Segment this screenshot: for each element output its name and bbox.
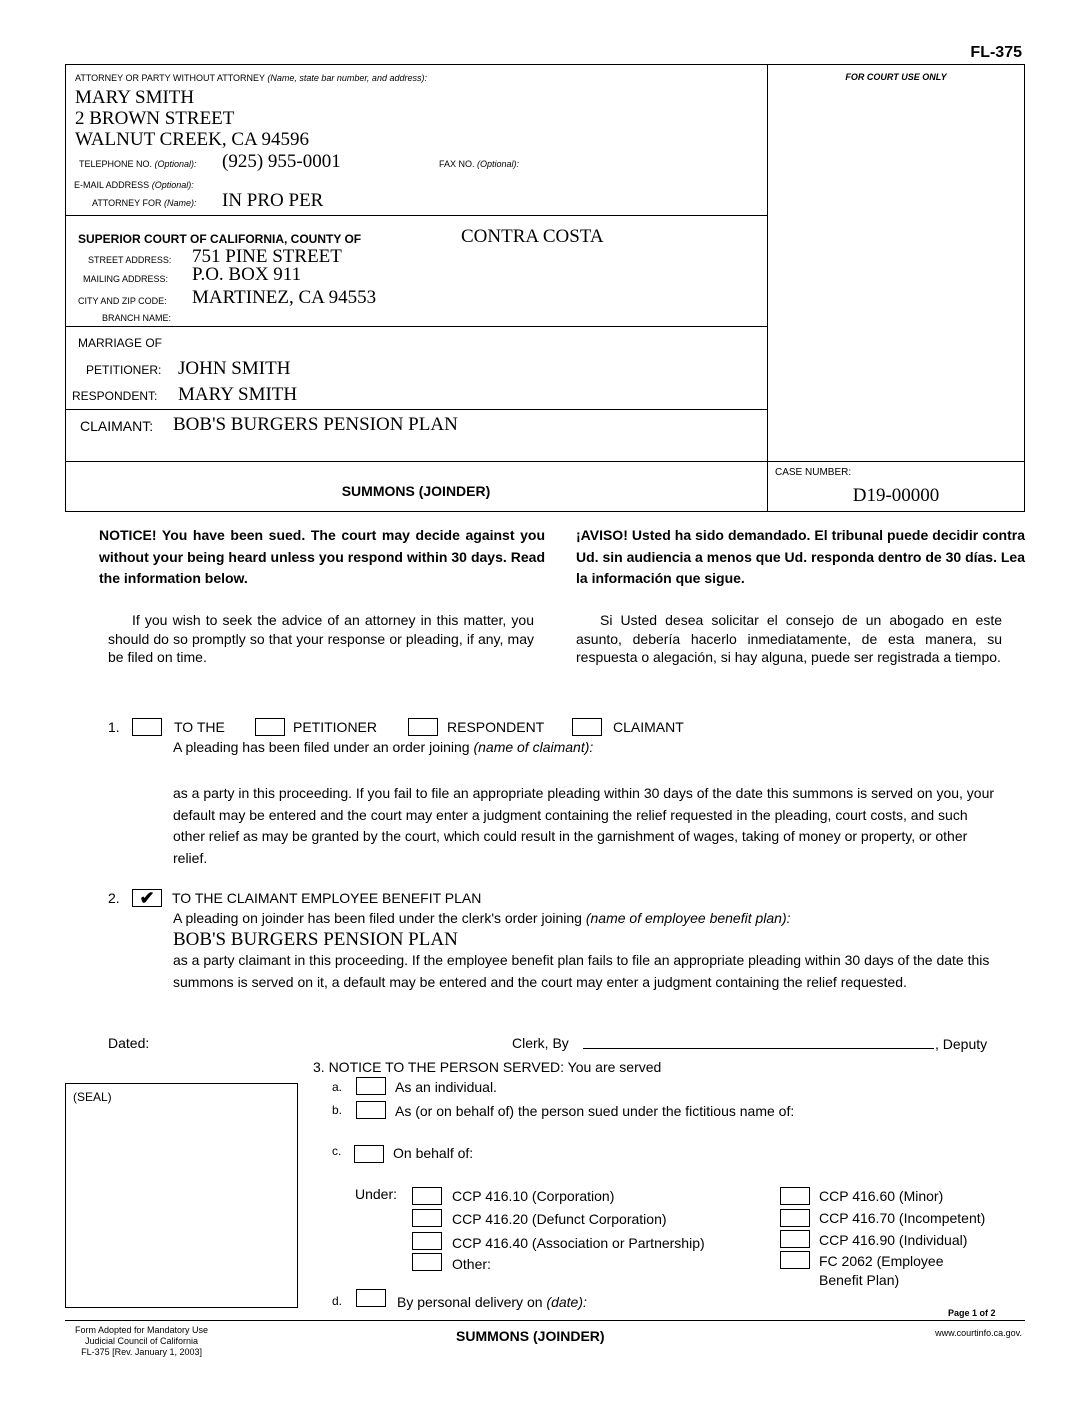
to-the-checkbox[interactable] [132,718,162,736]
ccp-41640-checkbox[interactable] [412,1232,442,1250]
attorney-for-label: ATTORNEY FOR (Name): [92,198,197,208]
form-id: FL-375 [970,44,1022,61]
branch-label: BRANCH NAME: [102,313,172,323]
court-county: CONTRA COSTA [461,226,604,247]
individual-checkbox[interactable] [356,1077,386,1095]
court-city: MARTINEZ, CA 94553 [192,287,377,308]
ccp-41610-label: CCP 416.10 (Corporation) [452,1188,615,1204]
petitioner-checkbox[interactable] [255,718,285,736]
court-street: 751 PINE STREET [192,246,342,267]
ccp-41620-label: CCP 416.20 (Defunct Corporation) [452,1211,667,1227]
item3-a-label: a. [332,1080,343,1094]
court-mailing: P.O. BOX 911 [192,264,302,285]
email-label: E-MAIL ADDRESS (Optional): [74,180,194,190]
item1-body: as a party in this proceeding. If you fail to file an appropriate pleading within 30 days of the date this summons is served on you, your default may be entered and the court may enter a judgment containing the relief requested in the pleading, court costs, and such other relief as may be granted by the court, which could result in the garnishment of wages, taking of money or property, or other relief. [173,785,995,866]
claimant-label: CLAIMANT: [80,418,154,434]
ccp-41690-checkbox[interactable] [780,1230,810,1248]
telephone-label: TELEPHONE NO. (Optional): [79,159,197,169]
on-behalf-text: On behalf of: [393,1145,474,1161]
claimant-checkbox[interactable] [572,718,602,736]
footer-adopted: Form Adopted for Mandatory Use Judicial Council of California FL-375 [Rev. January 1, 2003] [75,1325,209,1357]
case-number-value: D19-00000 [852,485,940,506]
item3-c-label: c. [332,1144,342,1158]
seal-label: (SEAL) [73,1090,112,1104]
ccp-41690-label: CCP 416.90 (Individual) [819,1232,968,1248]
other-checkbox[interactable] [412,1253,442,1271]
ccp-41670-checkbox[interactable] [780,1209,810,1227]
case-number-label: CASE NUMBER: [775,467,852,478]
street-label: STREET ADDRESS: [88,255,172,265]
personal-delivery-text: By personal delivery on (date): [397,1294,587,1310]
petitioner-option-label: PETITIONER [293,719,378,735]
under-label: Under: [355,1186,398,1202]
court-use-label: FOR COURT USE ONLY [845,72,947,82]
individual-text: As an individual. [395,1079,497,1095]
notice-spanish: ¡AVISO! Usted ha sido demandado. El tribunal puede decidir contra Ud. sin audiencia a menos que Ud. responda dentro de 30 días. Lea la información que sigue. [576,527,1025,586]
fictitious-name-text: As (or on behalf of) the person sued under the fictitious name of: [395,1103,795,1119]
item3-heading: 3. NOTICE TO THE PERSON SERVED: You are served [313,1059,662,1075]
respondent-value: MARY SMITH [178,384,298,405]
city-label: CITY AND ZIP CODE: [78,296,167,306]
ccp-41610-checkbox[interactable] [412,1187,442,1205]
petitioner-label: PETITIONER: [86,363,162,377]
deputy-label: , Deputy [935,1036,988,1052]
fc-2062-checkbox[interactable] [780,1251,810,1269]
notice-english: NOTICE! You have been sued. The court may decide against you without your being heard unless you respond within 30 days. Read the information below. [99,527,545,586]
mailing-label: MAILING ADDRESS: [83,274,169,284]
page-number: Page 1 of 2 [948,1308,996,1318]
ccp-41620-checkbox[interactable] [412,1209,442,1227]
footer-website: www.courtinfo.ca.gov. [935,1328,1022,1338]
item3-d-label: d. [332,1294,343,1308]
attorney-city: WALNUT CREEK, CA 94596 [75,129,309,150]
claimant-option-label: CLAIMANT [613,719,684,735]
claimant-plan-checkbox[interactable]: ✔ [132,889,162,907]
other-label: Other: [452,1256,491,1272]
personal-delivery-checkbox[interactable] [356,1289,386,1307]
item2-line1: A pleading on joinder has been filed under the clerk's order joining (name of employee benefit plan): [173,910,791,926]
telephone-value: (925) 955-0001 [222,151,341,172]
fc-2062-label-line2: Benefit Plan) [819,1272,900,1288]
fax-label: FAX NO. (Optional): [439,159,520,169]
item2-body: as a party claimant in this proceeding. If the employee benefit plan fails to file an appropriate pleading within 30 days of the date this summons is served on it, a default may be entered and the court may enter a judgment containing the relief requested. [173,952,990,990]
form-title: SUMMONS (JOINDER) [341,483,491,499]
item1-number: 1. [108,719,120,735]
advice-english: If you wish to seek the advice of an attorney in this matter, you should do so promptly so that your response or pleading, if any, may be filed on time. [108,612,534,665]
respondent-label: RESPONDENT: [72,389,158,403]
item2-number: 2. [108,890,120,906]
dated-label: Dated: [108,1035,150,1051]
ccp-41670-label: CCP 416.70 (Incompetent) [819,1210,986,1226]
ccp-41660-checkbox[interactable] [780,1187,810,1205]
court-label: SUPERIOR COURT OF CALIFORNIA, COUNTY OF [78,232,362,246]
item2-heading: TO THE CLAIMANT EMPLOYEE BENEFIT PLAN [172,890,482,906]
attorney-street: 2 BROWN STREET [75,108,235,129]
to-the-label: TO THE [174,719,225,735]
advice-spanish: Si Usted desea solicitar el consejo de un abogado en este asunto, debería hacerlo inmediatamente, de esta manera, su respuesta o alegación, si hay alguna, puede ser registrada a tiempo. [576,612,1002,665]
respondent-option-label: RESPONDENT [447,719,545,735]
ccp-41660-label: CCP 416.60 (Minor) [819,1188,944,1204]
attorney-for-value: IN PRO PER [222,190,324,211]
fc-2062-label-line1: FC 2062 (Employee [819,1253,944,1269]
footer-title: SUMMONS (JOINDER) [456,1328,605,1344]
claimant-value: BOB'S BURGERS PENSION PLAN [173,414,458,435]
respondent-checkbox[interactable] [408,718,438,736]
item3-b-label: b. [332,1103,343,1117]
petitioner-value: JOHN SMITH [178,358,291,379]
fictitious-name-checkbox[interactable] [356,1101,386,1119]
ccp-41640-label: CCP 416.40 (Association or Partnership) [452,1235,705,1251]
attorney-label: ATTORNEY OR PARTY WITHOUT ATTORNEY (Name, state bar number, and address): [75,73,427,83]
on-behalf-checkbox[interactable] [354,1145,384,1163]
plan-name: BOB'S BURGERS PENSION PLAN [173,929,458,950]
marriage-label: MARRIAGE OF [78,336,163,350]
clerk-label: Clerk, By [512,1035,569,1051]
attorney-name: MARY SMITH [75,87,195,108]
item1-line1: A pleading has been filed under an order joining (name of claimant): [173,739,594,755]
seal-box [65,1083,298,1308]
